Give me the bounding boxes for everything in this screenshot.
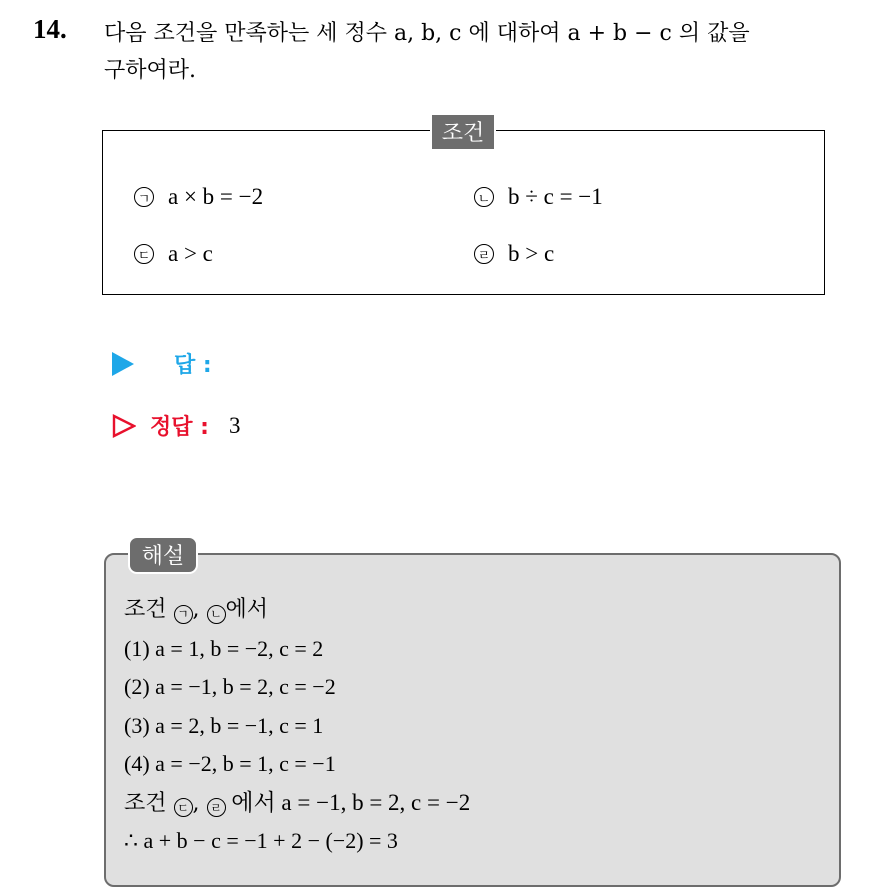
solution-case-2: (2) a = −1, b = 2, c = −2 — [124, 674, 336, 699]
solution-intro-sep: , — [192, 597, 207, 622]
solution-concl-mark-2: ㄹ — [207, 798, 226, 817]
condition-3 — [134, 241, 213, 267]
solution-case-3: (3) a = 2, b = −1, c = 1 — [124, 712, 324, 738]
solution-intro-prefix: 조건 — [124, 597, 174, 622]
correct-answer-label: 정답 : — [150, 415, 209, 440]
condition-expr-3: a > c — [168, 241, 213, 266]
solution-conclusion — [124, 784, 824, 823]
solution-final: ∴ a + b − c = −1 + 2 − (−2) = 3 — [124, 828, 398, 853]
condition-expr-2: b ÷ c = −1 — [508, 184, 603, 209]
solution-case-1: (1) a = 1, b = −2, c = 2 — [124, 635, 324, 661]
conditions-title: 조건 — [430, 113, 496, 151]
filled-triangle-icon — [112, 352, 134, 376]
outline-triangle-icon — [112, 414, 136, 438]
condition-2 — [474, 184, 603, 210]
condition-mark-4: ㄹ — [474, 244, 494, 264]
question-line-2: 구하여라. — [104, 58, 197, 83]
condition-expr-4: b > c — [508, 241, 555, 266]
conditions-box — [102, 130, 825, 295]
question-line-1: 다음 조건을 만족하는 세 정수 a, b, c 에 대하여 a + b − c 의 값을 — [104, 21, 750, 46]
solution-concl-sep: , — [192, 790, 207, 816]
solution-title: 해설 — [128, 536, 198, 574]
solution-case-4: (4) a = −2, b = 1, c = −1 — [124, 751, 336, 776]
question-text — [104, 15, 864, 89]
solution-concl-prefix: 조건 — [124, 790, 174, 816]
question-number: 14. — [33, 14, 67, 44]
solution-intro-suffix: 에서 — [225, 597, 269, 622]
condition-expr-1: a × b = −2 — [168, 184, 264, 209]
condition-4 — [474, 241, 554, 267]
condition-mark-2: ㄴ — [474, 187, 494, 207]
solution-concl-suffix: 에서 a = −1, b = 2, c = −2 — [225, 789, 471, 815]
condition-mark-3: ㄷ — [134, 244, 154, 264]
correct-answer-value: 3 — [228, 412, 241, 438]
answer-label: 답 : — [174, 353, 212, 378]
condition-1 — [134, 184, 263, 210]
solution-intro-mark-2: ㄴ — [207, 605, 226, 624]
solution-content — [124, 591, 824, 861]
solution-intro — [124, 591, 824, 630]
solution-concl-mark-1: ㄷ — [174, 798, 193, 817]
condition-mark-1: ㄱ — [134, 187, 154, 207]
correct-answer-row — [112, 410, 240, 441]
answer-row[interactable] — [112, 348, 212, 379]
solution-intro-mark-1: ㄱ — [174, 605, 193, 624]
